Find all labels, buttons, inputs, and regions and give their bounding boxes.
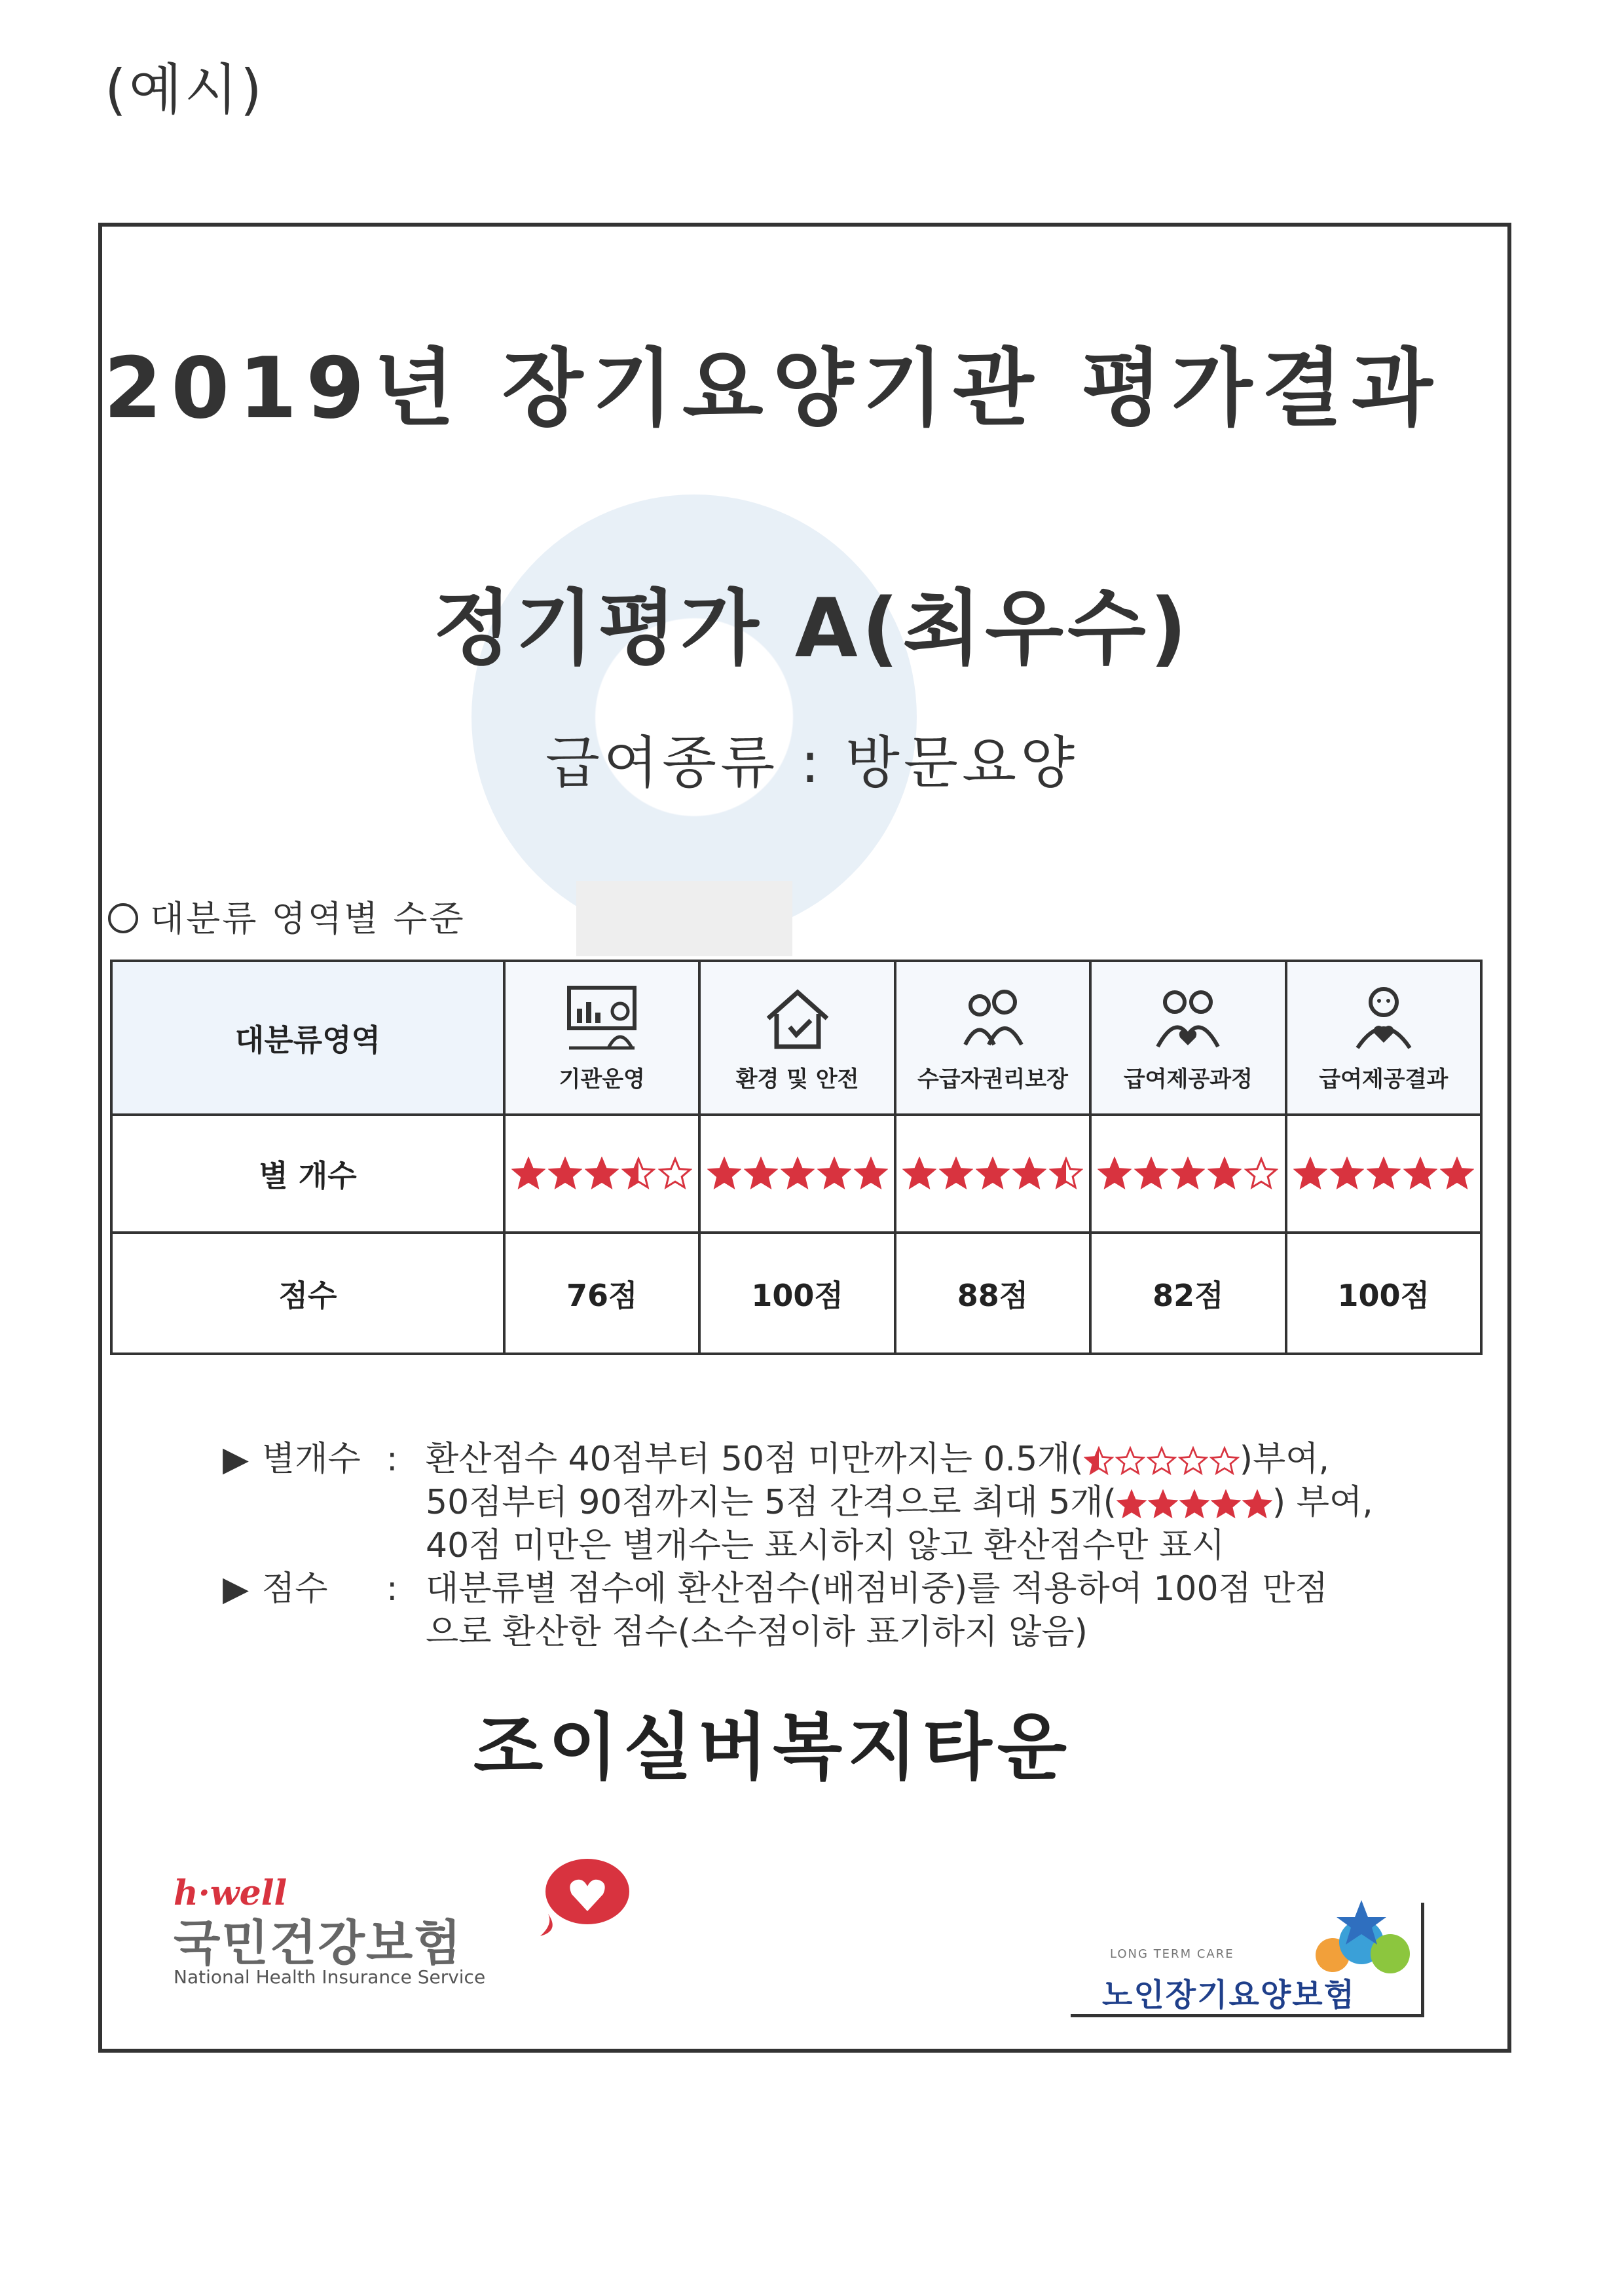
star-half-icon xyxy=(1084,1446,1114,1476)
note-line-text: 환산점수 40점부터 50점 미만까지는 0.5개( xyxy=(426,1440,1084,1479)
note-line-text: 대분류별 점수에 환산점수(배점비중)를 적용하여 100점 만점 xyxy=(426,1569,1328,1609)
section-title xyxy=(108,891,466,941)
star-empty-icon xyxy=(1115,1446,1145,1476)
note-label: 점수 xyxy=(262,1569,328,1609)
category-cell xyxy=(504,961,699,1115)
category-label: 급여제공결과 xyxy=(1319,1066,1449,1092)
note-score xyxy=(223,1567,1473,1654)
score-cell xyxy=(699,1233,895,1354)
category-row-header: 대분류영역 xyxy=(111,961,504,1115)
inline-star-rating xyxy=(1116,1489,1272,1520)
category-label: 기관운영 xyxy=(559,1066,645,1092)
star-filled-icon xyxy=(1330,1157,1364,1191)
note-colon: : xyxy=(386,1569,398,1609)
star-filled-icon xyxy=(1211,1489,1241,1520)
note-line xyxy=(426,1567,1473,1611)
triangle-bullet-icon: ▶ xyxy=(223,1569,249,1609)
star-filled-icon xyxy=(1208,1157,1242,1191)
score-value: 100점 xyxy=(751,1277,843,1313)
star-filled-icon xyxy=(1116,1489,1147,1520)
nhis-name-kor: 국민건강보험 xyxy=(174,1915,462,1971)
service-type: 급여종류 : 방문요양 xyxy=(545,730,1079,796)
star-filled-icon xyxy=(939,1157,973,1191)
watermark-logo-base xyxy=(576,881,792,956)
note-text xyxy=(426,1567,1473,1654)
star-filled-icon xyxy=(976,1157,1010,1191)
note-stars xyxy=(223,1438,1473,1567)
score-cell xyxy=(504,1233,699,1354)
star-empty-icon xyxy=(1209,1446,1240,1476)
star-filled-icon xyxy=(1148,1489,1178,1520)
category-label: 환경 및 안전 xyxy=(735,1066,859,1092)
star-filled-icon xyxy=(548,1157,582,1191)
star-rating xyxy=(506,1157,698,1191)
star-rating xyxy=(1287,1157,1480,1191)
star-filled-icon xyxy=(781,1157,815,1191)
score-value: 82점 xyxy=(1153,1277,1224,1313)
note-line xyxy=(426,1438,1473,1481)
star-filled-icon xyxy=(1171,1157,1205,1191)
category-cell xyxy=(1090,961,1285,1115)
category-label: 수급자권리보장 xyxy=(917,1066,1068,1092)
star-half-icon xyxy=(621,1157,655,1191)
nhis-logo xyxy=(174,1873,645,2004)
category-cell xyxy=(895,961,1090,1115)
star-filled-icon xyxy=(585,1157,619,1191)
score-row-header: 점수 xyxy=(111,1233,504,1354)
triangle-bullet-icon: ▶ xyxy=(223,1440,249,1479)
inline-star-rating xyxy=(1084,1446,1240,1476)
people-rights-icon xyxy=(953,982,1032,1057)
score-cell xyxy=(895,1233,1090,1354)
heart-logo-icon xyxy=(534,1854,632,1939)
note-line xyxy=(426,1611,1473,1654)
star-filled-icon xyxy=(1403,1157,1437,1191)
star-filled-icon xyxy=(1098,1157,1132,1191)
score-cell xyxy=(1090,1233,1285,1354)
star-filled-icon xyxy=(1440,1157,1474,1191)
notes xyxy=(223,1438,1473,1654)
ltc-insurance-logo xyxy=(1071,1903,1424,2017)
star-rating xyxy=(896,1157,1089,1191)
grade-heading: 정기평가 A(최우수) xyxy=(433,582,1191,676)
note-label: 별개수 xyxy=(262,1440,361,1479)
score-value: 76점 xyxy=(566,1277,638,1313)
stars-cell xyxy=(1090,1115,1285,1233)
ltc-name-kor: 노인장기요양보험 xyxy=(1102,1977,1356,2013)
star-filled-icon xyxy=(1242,1489,1272,1520)
stars-cell xyxy=(504,1115,699,1233)
star-filled-icon xyxy=(1367,1157,1401,1191)
star-filled-icon xyxy=(1012,1157,1046,1191)
star-empty-icon xyxy=(1244,1157,1278,1191)
note-line-text: )부여, xyxy=(1239,1440,1329,1479)
category-row xyxy=(111,961,1481,1115)
example-label: (예시) xyxy=(105,58,265,122)
note-line xyxy=(426,1524,1473,1567)
note-line-text: 으로 환산한 점수(소수점이하 표기하지 않음) xyxy=(426,1613,1088,1652)
stars-row-header: 별 개수 xyxy=(111,1115,504,1233)
stars-cell xyxy=(699,1115,895,1233)
stars-row xyxy=(111,1115,1481,1233)
category-cell xyxy=(1286,961,1481,1115)
star-filled-icon xyxy=(511,1157,545,1191)
star-rating xyxy=(1092,1157,1284,1191)
star-filled-icon xyxy=(1179,1489,1209,1520)
star-filled-icon xyxy=(1134,1157,1168,1191)
note-line xyxy=(426,1481,1473,1524)
score-row xyxy=(111,1233,1481,1354)
category-cell xyxy=(699,961,895,1115)
star-filled-icon xyxy=(707,1157,741,1191)
star-rating xyxy=(701,1157,893,1191)
star-filled-icon xyxy=(1293,1157,1327,1191)
star-half-icon xyxy=(1049,1157,1083,1191)
star-filled-icon xyxy=(817,1157,851,1191)
section-title-text: 대분류 영역별 수준 xyxy=(150,898,466,939)
score-value: 88점 xyxy=(957,1277,1029,1313)
star-filled-icon xyxy=(744,1157,778,1191)
person-heart-icon xyxy=(1344,982,1423,1057)
star-emblem-icon xyxy=(1293,1896,1418,1975)
star-filled-icon xyxy=(854,1157,888,1191)
category-label: 급여제공과정 xyxy=(1123,1066,1253,1092)
score-cell xyxy=(1286,1233,1481,1354)
note-line-text: ) 부여, xyxy=(1272,1483,1373,1522)
organization-name: 조이실버복지타운 xyxy=(473,1706,1073,1789)
nhis-brand: h·well xyxy=(174,1873,287,1913)
stars-cell xyxy=(895,1115,1090,1233)
note-colon: : xyxy=(386,1440,398,1479)
note-text xyxy=(426,1438,1473,1567)
circle-bullet-icon xyxy=(108,903,138,933)
page-title: 2019년 장기요양기관 평가결과 xyxy=(103,340,1442,438)
ltc-name-eng: LONG TERM CARE xyxy=(1110,1947,1234,1961)
note-line-text: 40점 미만은 별개수는 표시하지 않고 환산점수만 표시 xyxy=(426,1526,1225,1565)
house-safety-icon xyxy=(758,982,837,1057)
star-empty-icon xyxy=(658,1157,692,1191)
caregivers-heart-icon xyxy=(1149,982,1227,1057)
score-value: 100점 xyxy=(1337,1277,1430,1313)
board-meeting-icon xyxy=(563,982,641,1057)
nhis-name-eng: National Health Insurance Service xyxy=(174,1966,486,1988)
star-empty-icon xyxy=(1178,1446,1208,1476)
star-filled-icon xyxy=(902,1157,936,1191)
star-empty-icon xyxy=(1147,1446,1177,1476)
results-table xyxy=(110,960,1483,1355)
stars-cell xyxy=(1286,1115,1481,1233)
note-line-text: 50점부터 90점까지는 5점 간격으로 최대 5개( xyxy=(426,1483,1116,1522)
